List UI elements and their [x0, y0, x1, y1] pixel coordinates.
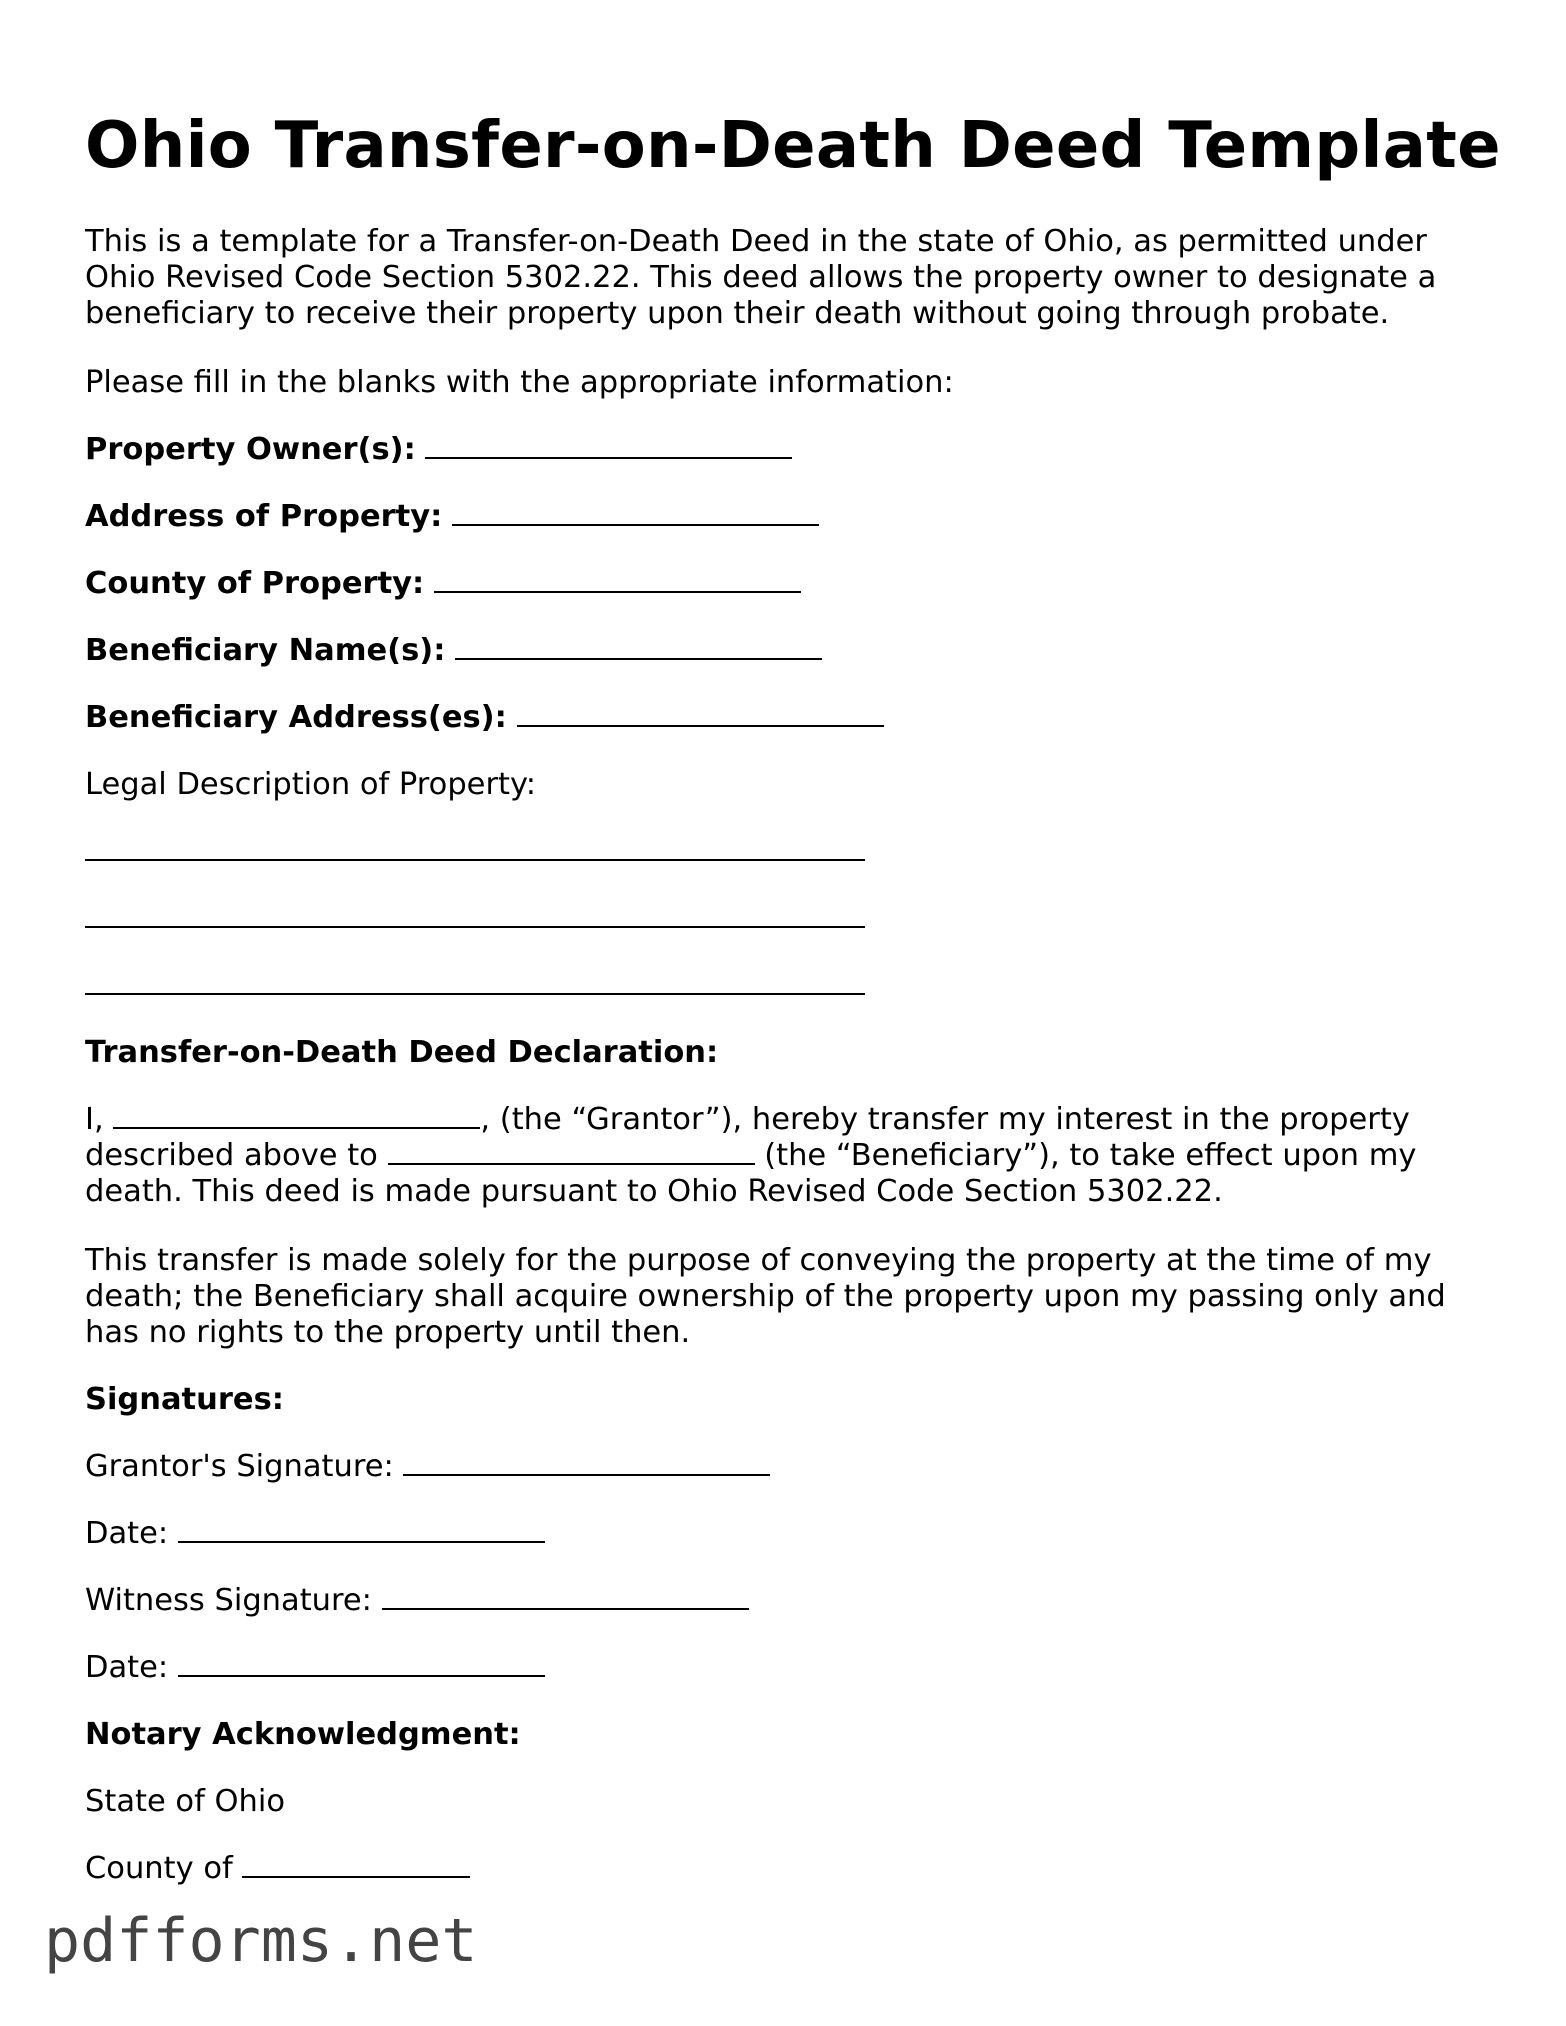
legal-description-line-2: [85, 901, 865, 937]
witness-signature-row: [85, 1583, 749, 1619]
grantor-signature-row: [85, 1449, 770, 1485]
beneficiary-name-label: Beneficiary Name(s):: [85, 633, 446, 668]
intro-line-1: This is a template for a Transfer-on-Death Deed in the state of Ohio, as permitted under: [85, 224, 1427, 259]
witness-date-blank[interactable]: [178, 1651, 545, 1677]
legal-description-blank-1[interactable]: [85, 835, 865, 861]
watermark-text: pdfforms.net: [44, 1906, 478, 1976]
declaration-line-1: [85, 1102, 1410, 1138]
notary-state: State of Ohio: [85, 1784, 285, 1819]
declaration-heading: Transfer-on-Death Deed Declaration:: [85, 1035, 719, 1070]
address-blank[interactable]: [452, 500, 819, 526]
declaration-line-2: [85, 1138, 1416, 1174]
document-title: Ohio Transfer-on-Death Deed Template: [85, 109, 1501, 183]
legal-description-label: Legal Description of Property:: [85, 767, 537, 802]
witness-date-row: [85, 1650, 545, 1686]
legal-description-blank-3[interactable]: [85, 969, 865, 995]
legal-description-line-1: [85, 834, 865, 870]
county-blank[interactable]: [434, 567, 801, 593]
declaration-line-2-suffix: (the “Beneficiary”), to take effect upon my: [764, 1138, 1417, 1173]
grantor-date-blank[interactable]: [178, 1517, 545, 1543]
purpose-line-2: death; the Beneficiary shall acquire ownership of the property upon my passing only and: [85, 1279, 1446, 1314]
declaration-line-2-prefix: described above to: [85, 1138, 378, 1173]
address-field-label: Address of Property:: [85, 499, 443, 534]
notary-county-row: [85, 1851, 470, 1887]
owner-blank[interactable]: [425, 433, 792, 459]
owner-field-label: Property Owner(s):: [85, 432, 416, 467]
grantor-date-row: [85, 1516, 545, 1552]
owner-field-row: [85, 432, 792, 468]
notary-county-blank[interactable]: [242, 1852, 470, 1878]
intro-line-2: Ohio Revised Code Section 5302.22. This deed allows the property owner to designate a: [85, 260, 1437, 295]
legal-description-blank-2[interactable]: [85, 902, 865, 928]
notary-heading: Notary Acknowledgment:: [85, 1717, 521, 1752]
beneficiary-address-label: Beneficiary Address(es):: [85, 700, 507, 735]
instructions-text: Please fill in the blanks with the appropriate information:: [85, 365, 954, 400]
legal-description-line-3: [85, 968, 865, 1004]
grantor-name-blank[interactable]: [113, 1103, 480, 1129]
notary-county-label: County of: [85, 1851, 233, 1886]
grantor-signature-blank[interactable]: [403, 1450, 770, 1476]
signatures-heading: Signatures:: [85, 1382, 284, 1417]
beneficiary-address-row: [85, 700, 884, 736]
grantor-signature-label: Grantor's Signature:: [85, 1449, 394, 1484]
purpose-line-3: has no rights to the property until then.: [85, 1315, 691, 1350]
county-field-row: [85, 566, 801, 602]
purpose-line-1: This transfer is made solely for the purpose of conveying the property at the time of my: [85, 1243, 1432, 1278]
witness-signature-blank[interactable]: [382, 1584, 749, 1610]
address-field-row: [85, 499, 819, 535]
declaration-line-1-suffix: , (the “Grantor”), hereby transfer my interest in the property: [480, 1102, 1410, 1137]
beneficiary-blank[interactable]: [388, 1139, 755, 1165]
declaration-line-1-prefix: I,: [85, 1102, 104, 1137]
county-field-label: County of Property:: [85, 566, 425, 601]
declaration-line-3: death. This deed is made pursuant to Ohio Revised Code Section 5302.22.: [85, 1174, 1223, 1209]
intro-line-3: beneficiary to receive their property upon their death without going through probate.: [85, 296, 1390, 331]
beneficiary-name-blank[interactable]: [455, 634, 822, 660]
beneficiary-address-blank[interactable]: [517, 701, 884, 727]
witness-signature-label: Witness Signature:: [85, 1583, 372, 1618]
beneficiary-name-row: [85, 633, 822, 669]
witness-date-label: Date:: [85, 1650, 169, 1685]
grantor-date-label: Date:: [85, 1516, 169, 1551]
